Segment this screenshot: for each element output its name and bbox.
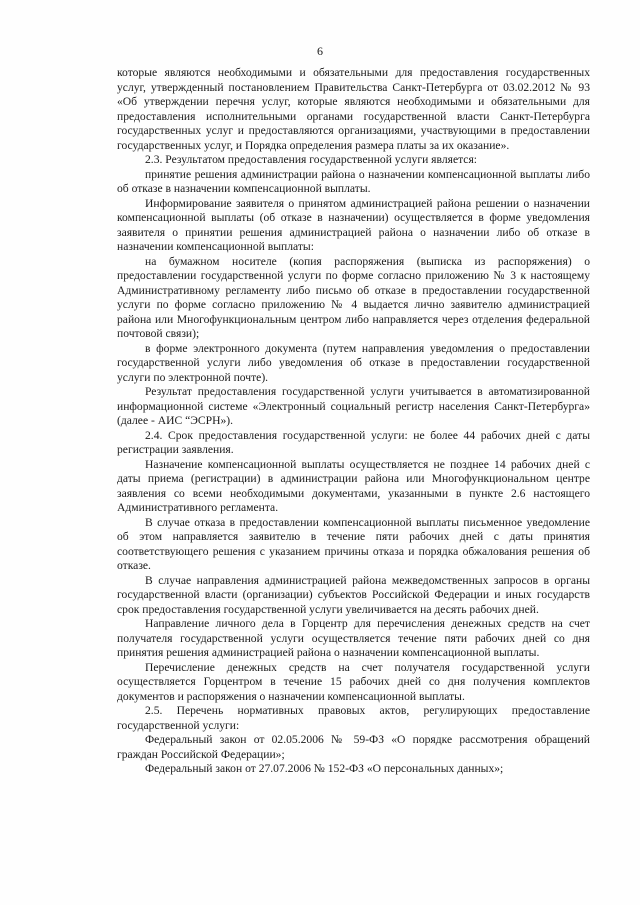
paragraph-3: принятие решения администрации района о назначении компенсационной выплаты либо об отказе в назначении компенсационной выплаты.: [117, 167, 590, 195]
paragraph-6: в форме электронного документа (путем направления уведомления о предоставлении государственной услуги либо уведомления об отказе в предоставлении государственной услуги по электронной почте).: [117, 341, 590, 384]
paragraph-15: Федеральный закон от 02.05.2006 № 59-ФЗ «О порядке рассмотрения обращений граждан Российской Федерации»;: [117, 733, 590, 761]
paragraph-13: Перечисление денежных средств на счет получателя государственной услуги осуществляется Горцентром в течение 15 рабочих дней со дня получения комплектов документов и распоряжения о назначении компенсационной выплаты.: [117, 660, 590, 703]
paragraph-10: В случае отказа в предоставлении компенсационной выплаты письменное уведомление об этом направляется заявителю в течение пяти рабочих дней с даты принятия соответствующего решения с указанием причины отказа и порядка обжалования решения об отказе.: [117, 515, 590, 572]
paragraph-12: Направление личного дела в Горцентр для перечисления денежных средств на счет получателя государственной услуги осуществляется течение пяти рабочих дней со дня принятия решения администрацией района о назначении компенсационной выплаты.: [117, 617, 590, 659]
paragraph-7: Результат предоставления государственной услуги учитывается в автоматизированной информационной системе «Электронный социальный регистр населения Санкт-Петербурга» (далее - АИС “ЭСРН»).: [117, 385, 590, 427]
paragraph-8: 2.4. Срок предоставления государственной услуги: не более 44 рабочих дней с даты регистрации заявления.: [117, 428, 590, 456]
paragraph-16: Федеральный закон от 27.07.2006 № 152-ФЗ «О персональных данных»;: [145, 762, 504, 775]
document-body: [117, 66, 590, 777]
paragraph-1: которые являются необходимыми и обязательными для предоставления государственных услуг, утвержденный постановлением Правительства Санкт-Петербурга от 03.02.2012 № 93 «Об утверждении перечня услуг, которые являются необходимыми и обязательными для предоставления исполнительными органами государственной власти Санкт-Петербурга государственных услуг и предоставляются организациями, участвующими в предоставлении государственных услуг, и Порядка определения размера платы за их оказание».: [117, 66, 590, 152]
paragraph-2: 2.3. Результатом предоставления государственной услуги является:: [145, 153, 478, 166]
paragraph-11: В случае направления администрацией района межведомственных запросов в органы государственной власти (организации) субъектов Российской Федерации и иных государств срок предоставления государственной услуги увеличивается на десять рабочих дней.: [117, 573, 590, 616]
paragraph-9: Назначение компенсационной выплаты осуществляется не позднее 14 рабочих дней с даты приема (регистрации) в администрации района или Многофункциональном центре заявления со всеми необходимыми документами, указанными в пункте 2.6 настоящего Административного регламента.: [117, 457, 590, 514]
paragraph-14: 2.5. Перечень нормативных правовых актов, регулирующих предоставление государственной услуги:: [117, 704, 590, 732]
paragraph-4: Информирование заявителя о принятом администрацией района решении о назначении компенсационной выплаты (об отказе в назначении) осуществляется в форме уведомления заявителя о принятии решения администрацией района о назначении либо об отказе в назначении компенсационной выплаты:: [117, 196, 590, 253]
paragraph-5: на бумажном носителе (копия распоряжения (выписка из распоряжения) о предоставлении государственной услуги по форме согласно приложению № 3 к настоящему Административному регламенту либо письмо об отказе в предоставлении государственной услуги по форме согласно приложению № 4 выдается лично заявителю администрацией района или Многофункциональным центром либо направляется через отделения федеральной почтовой связи);: [117, 254, 590, 340]
page-number: 6: [317, 44, 323, 58]
